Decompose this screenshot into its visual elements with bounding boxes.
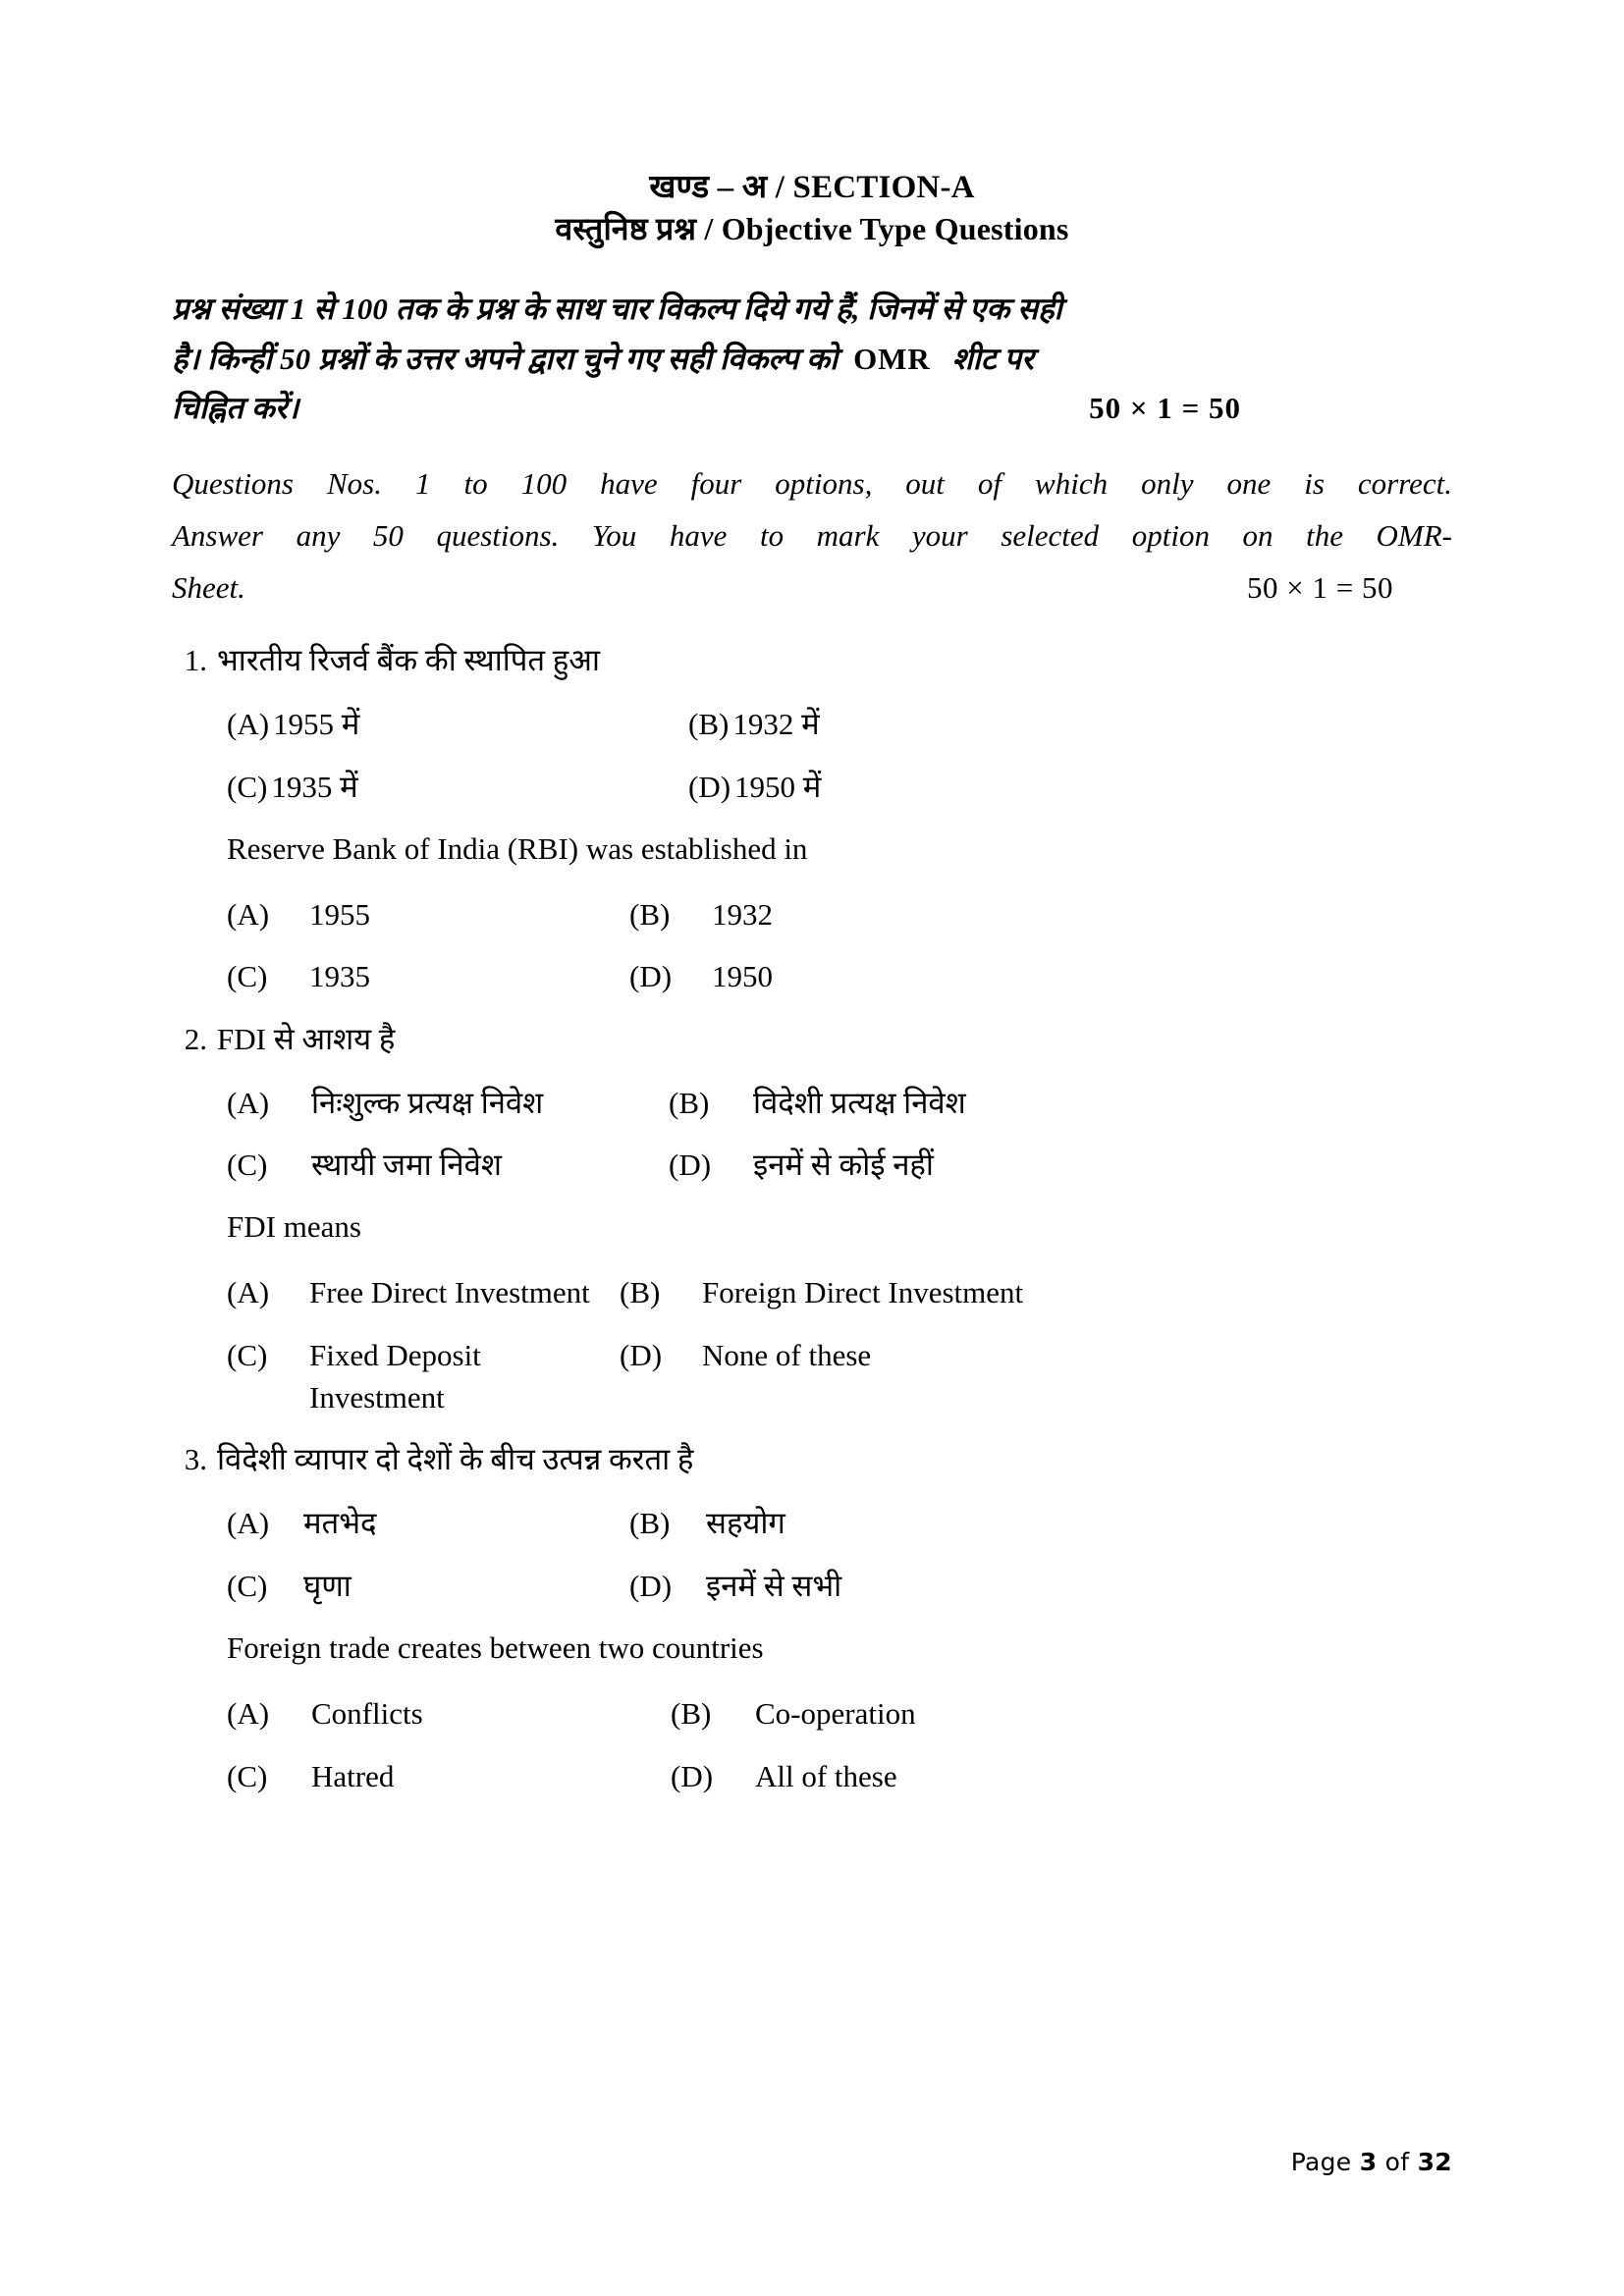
option-text: 1950 में bbox=[734, 769, 822, 804]
question-3-option-c-english[interactable] bbox=[227, 1755, 671, 1797]
option-label: (C) bbox=[227, 769, 268, 804]
question-3-hindi-options-row-2 bbox=[227, 1565, 1452, 1607]
question-2-option-d-hindi[interactable] bbox=[669, 1144, 934, 1186]
hindi-instruction-line-2 bbox=[172, 335, 1452, 384]
question-2-option-b-english[interactable] bbox=[620, 1271, 1023, 1313]
option-label: (A) bbox=[227, 707, 270, 742]
option-label: (D) bbox=[669, 1147, 712, 1182]
question-1-stem-english: Reserve Bank of India (RBI) was established in bbox=[227, 830, 808, 866]
option-text: Foreign Direct Investment bbox=[702, 1275, 1024, 1310]
hindi-instruction-line-2-tail: शीट पर bbox=[951, 341, 1034, 376]
option-label: (B) bbox=[669, 1085, 710, 1120]
question-2-hindi-options-row-2 bbox=[227, 1144, 1452, 1186]
option-text: Free Direct Investment bbox=[309, 1275, 590, 1310]
option-label: (B) bbox=[671, 1696, 712, 1732]
option-label: (D) bbox=[629, 1568, 673, 1603]
option-text: Co-operation bbox=[755, 1696, 916, 1732]
question-2-option-c-english[interactable] bbox=[227, 1334, 620, 1419]
section-heading-line-2: वस्तुनिष्ठ प्रश्न / Objective Type Questions bbox=[555, 210, 1069, 246]
question-1-option-a-english[interactable] bbox=[227, 893, 629, 935]
english-instruction-line-3-text: Sheet. bbox=[172, 569, 245, 605]
option-label: (B) bbox=[629, 1506, 671, 1541]
page-footer bbox=[1291, 2148, 1452, 2176]
question-1-option-b-english[interactable] bbox=[629, 893, 773, 935]
option-text: Conflicts bbox=[311, 1696, 423, 1732]
question-3-number: 3. bbox=[184, 1442, 207, 1477]
question-1-text-hindi: भारतीय रिजर्व बैंक की स्थापित हुआ bbox=[217, 643, 600, 678]
option-label: (A) bbox=[227, 1085, 270, 1120]
question-list bbox=[172, 639, 1452, 1797]
option-text: निःशुल्क प्रत्यक्ष निवेश bbox=[311, 1085, 544, 1120]
hindi-instructions bbox=[172, 285, 1452, 433]
question-3-hindi-options-row-1 bbox=[227, 1502, 1452, 1544]
question-2-text-hindi: FDI से आशय है bbox=[217, 1021, 396, 1056]
hindi-instruction-line-3-text: चिह्नित करें। bbox=[172, 390, 299, 425]
option-text: Hatred bbox=[311, 1758, 395, 1793]
option-text: इनमें से कोई नहीं bbox=[753, 1147, 934, 1182]
english-instruction-line-1: Questions Nos. 1 to 100 have four options, out of which only one is correct. bbox=[172, 466, 1452, 502]
option-label: (C) bbox=[227, 1337, 268, 1372]
question-3-option-d-english[interactable] bbox=[671, 1755, 897, 1797]
question-1-english-options-row-1 bbox=[227, 893, 1452, 935]
option-text: घृणा bbox=[303, 1568, 352, 1603]
english-marks: 50 × 1 = 50 bbox=[1247, 569, 1393, 605]
question-2-stem-hindi bbox=[172, 1018, 1452, 1062]
option-label: (D) bbox=[620, 1337, 663, 1372]
option-label: (A) bbox=[227, 896, 270, 932]
option-label: (B) bbox=[620, 1275, 661, 1310]
hindi-instruction-line-2-text: है। किन्हीं 50 प्रश्नों के उत्तर अपने द्वारा चुने गए सही विकल्प को bbox=[172, 341, 839, 376]
question-2-english-options-row-2 bbox=[227, 1334, 1452, 1419]
option-label: (A) bbox=[227, 1506, 270, 1541]
question-1-option-c-hindi[interactable] bbox=[227, 766, 688, 808]
footer-prefix: Page bbox=[1290, 2148, 1360, 2176]
question-1-option-b-hindi[interactable] bbox=[688, 703, 820, 745]
option-text: Fixed Deposit Investment bbox=[309, 1337, 481, 1415]
question-2-english-options-row-1 bbox=[227, 1271, 1452, 1313]
question-1 bbox=[172, 639, 1452, 997]
question-1-english-options-row-2 bbox=[227, 955, 1452, 997]
question-1-number: 1. bbox=[184, 643, 207, 678]
option-label: (B) bbox=[688, 707, 730, 742]
question-3-option-b-hindi[interactable] bbox=[629, 1502, 785, 1544]
question-2-option-b-hindi[interactable] bbox=[669, 1082, 966, 1124]
option-text: All of these bbox=[755, 1758, 897, 1793]
question-3-text-hindi: विदेशी व्यापार दो देशों के बीच उत्पन्न करता है bbox=[217, 1442, 694, 1477]
option-label: (D) bbox=[671, 1758, 714, 1793]
footer-middle: of bbox=[1377, 2148, 1418, 2176]
option-text: सहयोग bbox=[706, 1506, 785, 1541]
question-2-hindi-options-row-1 bbox=[227, 1082, 1452, 1124]
question-3-option-d-hindi[interactable] bbox=[629, 1565, 841, 1607]
hindi-instruction-line-3 bbox=[172, 384, 1452, 433]
option-text: 1955 bbox=[309, 896, 370, 932]
question-1-option-a-hindi[interactable] bbox=[227, 703, 688, 745]
option-text: 1935 में bbox=[271, 769, 358, 804]
question-1-hindi-options-row-1 bbox=[227, 703, 1452, 745]
hindi-instruction-line-1: प्रश्न संख्या 1 से 100 तक के प्रश्न के साथ चार विकल्प दिये गये हैं, जिनमें से एक सही bbox=[172, 292, 1062, 327]
question-2-stem-english: FDI means bbox=[227, 1209, 361, 1245]
option-label: (D) bbox=[688, 769, 731, 804]
option-label: (C) bbox=[227, 1568, 268, 1603]
question-1-option-d-english[interactable] bbox=[629, 955, 773, 997]
question-1-option-c-english[interactable] bbox=[227, 955, 629, 997]
question-3-stem-hindi bbox=[172, 1438, 1452, 1482]
question-3-stem-english: Foreign trade creates between two countries bbox=[227, 1630, 764, 1666]
english-instruction-line-3 bbox=[172, 562, 1452, 614]
question-2-option-d-english[interactable] bbox=[620, 1334, 871, 1419]
question-2-option-a-english[interactable] bbox=[227, 1271, 620, 1313]
question-3-option-c-hindi[interactable] bbox=[227, 1565, 629, 1607]
option-text: 1955 में bbox=[273, 707, 360, 742]
question-3-option-a-hindi[interactable] bbox=[227, 1502, 629, 1544]
section-heading-line-1: खण्ड – अ / SECTION-A bbox=[649, 170, 975, 205]
question-1-option-d-hindi[interactable] bbox=[688, 766, 821, 808]
question-2 bbox=[172, 1018, 1452, 1419]
question-2-number: 2. bbox=[184, 1021, 207, 1056]
option-label: (A) bbox=[227, 1275, 270, 1310]
option-label: (D) bbox=[629, 959, 673, 994]
question-2-option-a-hindi[interactable] bbox=[227, 1082, 669, 1124]
footer-page-number: 3 bbox=[1359, 2148, 1378, 2176]
english-instructions bbox=[172, 458, 1452, 614]
option-text: स्थायी जमा निवेश bbox=[311, 1147, 502, 1182]
hindi-marks: 50 × 1 = 50 bbox=[1089, 390, 1241, 425]
option-label: (C) bbox=[227, 1758, 268, 1793]
question-1-hindi-options-row-2 bbox=[227, 766, 1452, 808]
option-text: None of these bbox=[702, 1337, 872, 1372]
option-text: 1932 bbox=[712, 896, 773, 932]
english-instruction-line-2: Answer any 50 questions. You have to mark your selected option on the OMR- bbox=[172, 517, 1452, 553]
footer-total-pages: 32 bbox=[1417, 2148, 1452, 2176]
question-3 bbox=[172, 1438, 1452, 1796]
option-label: (B) bbox=[629, 896, 671, 932]
option-text: विदेशी प्रत्यक्ष निवेश bbox=[753, 1085, 966, 1120]
question-1-stem-hindi bbox=[172, 639, 1452, 683]
option-label: (C) bbox=[227, 1147, 268, 1182]
question-3-option-a-english[interactable] bbox=[227, 1692, 671, 1735]
option-text: 1935 bbox=[309, 959, 370, 994]
section-heading bbox=[172, 167, 1452, 249]
option-text: इनमें से सभी bbox=[706, 1568, 842, 1603]
option-text: 1932 में bbox=[732, 707, 820, 742]
omr-label: OMR bbox=[853, 341, 931, 376]
option-text: मतभेद bbox=[303, 1506, 377, 1541]
option-label: (A) bbox=[227, 1696, 270, 1732]
question-3-english-options-row-1 bbox=[227, 1692, 1452, 1735]
question-3-english-options-row-2 bbox=[227, 1755, 1452, 1797]
question-2-option-c-hindi[interactable] bbox=[227, 1144, 669, 1186]
option-label: (C) bbox=[227, 959, 268, 994]
option-text: 1950 bbox=[712, 959, 773, 994]
question-3-option-b-english[interactable] bbox=[671, 1692, 916, 1735]
